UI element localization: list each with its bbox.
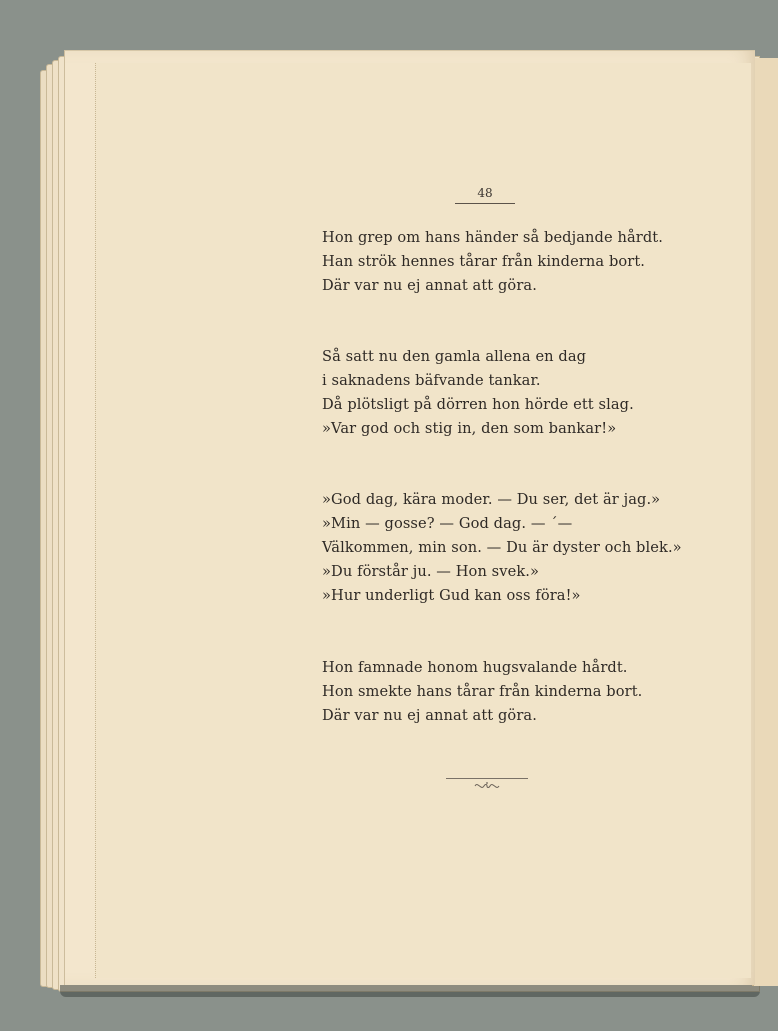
stanza-2: [322, 345, 702, 441]
verse-line: Hon smekte hans tårar från kinderna bort.: [322, 683, 643, 700]
verse-line: Hon famnade honom hugsvalande hårdt.: [322, 659, 628, 676]
verse-line: Så satt nu den gamla allena en dag: [322, 348, 587, 365]
verse-line: »Du förstår ju. — Hon svek.»: [322, 563, 540, 580]
verse-line: Hon grep om hans händer så bedjande hårdt.: [322, 229, 663, 246]
verse-line: Då plötsligt på dörren hon hörde ett slag.: [322, 396, 634, 413]
verse-line: Där var nu ej annat att göra.: [322, 277, 537, 294]
verse-line: »Hur underligt Gud kan oss föra!»: [322, 587, 581, 604]
verse-line: Där var nu ej annat att göra.: [322, 707, 537, 724]
stanza-1: [322, 226, 702, 298]
tailpiece-ornament-icon: [472, 780, 502, 792]
stanza-3: [322, 488, 702, 608]
verse-line: Välkommen, min son. — Du är dyster och blek.»: [322, 539, 682, 556]
ornament-rule: [446, 778, 528, 779]
verse-line: »Var god och stig in, den som bankar!»: [322, 420, 617, 437]
verse-line: »God dag, kära moder. — Du ser, det är jag.»: [322, 491, 661, 508]
facing-page-edge: [752, 58, 778, 986]
page-number: 48: [455, 186, 515, 204]
stanza-4: [322, 656, 702, 728]
verse-line: i saknadens bäfvande tankar.: [322, 372, 541, 389]
verse-line: »Min — gosse? — God dag. — ´—: [322, 515, 573, 532]
book-shadow: [60, 985, 760, 997]
verse-line: Han strök hennes tårar från kinderna bort.: [322, 253, 646, 270]
